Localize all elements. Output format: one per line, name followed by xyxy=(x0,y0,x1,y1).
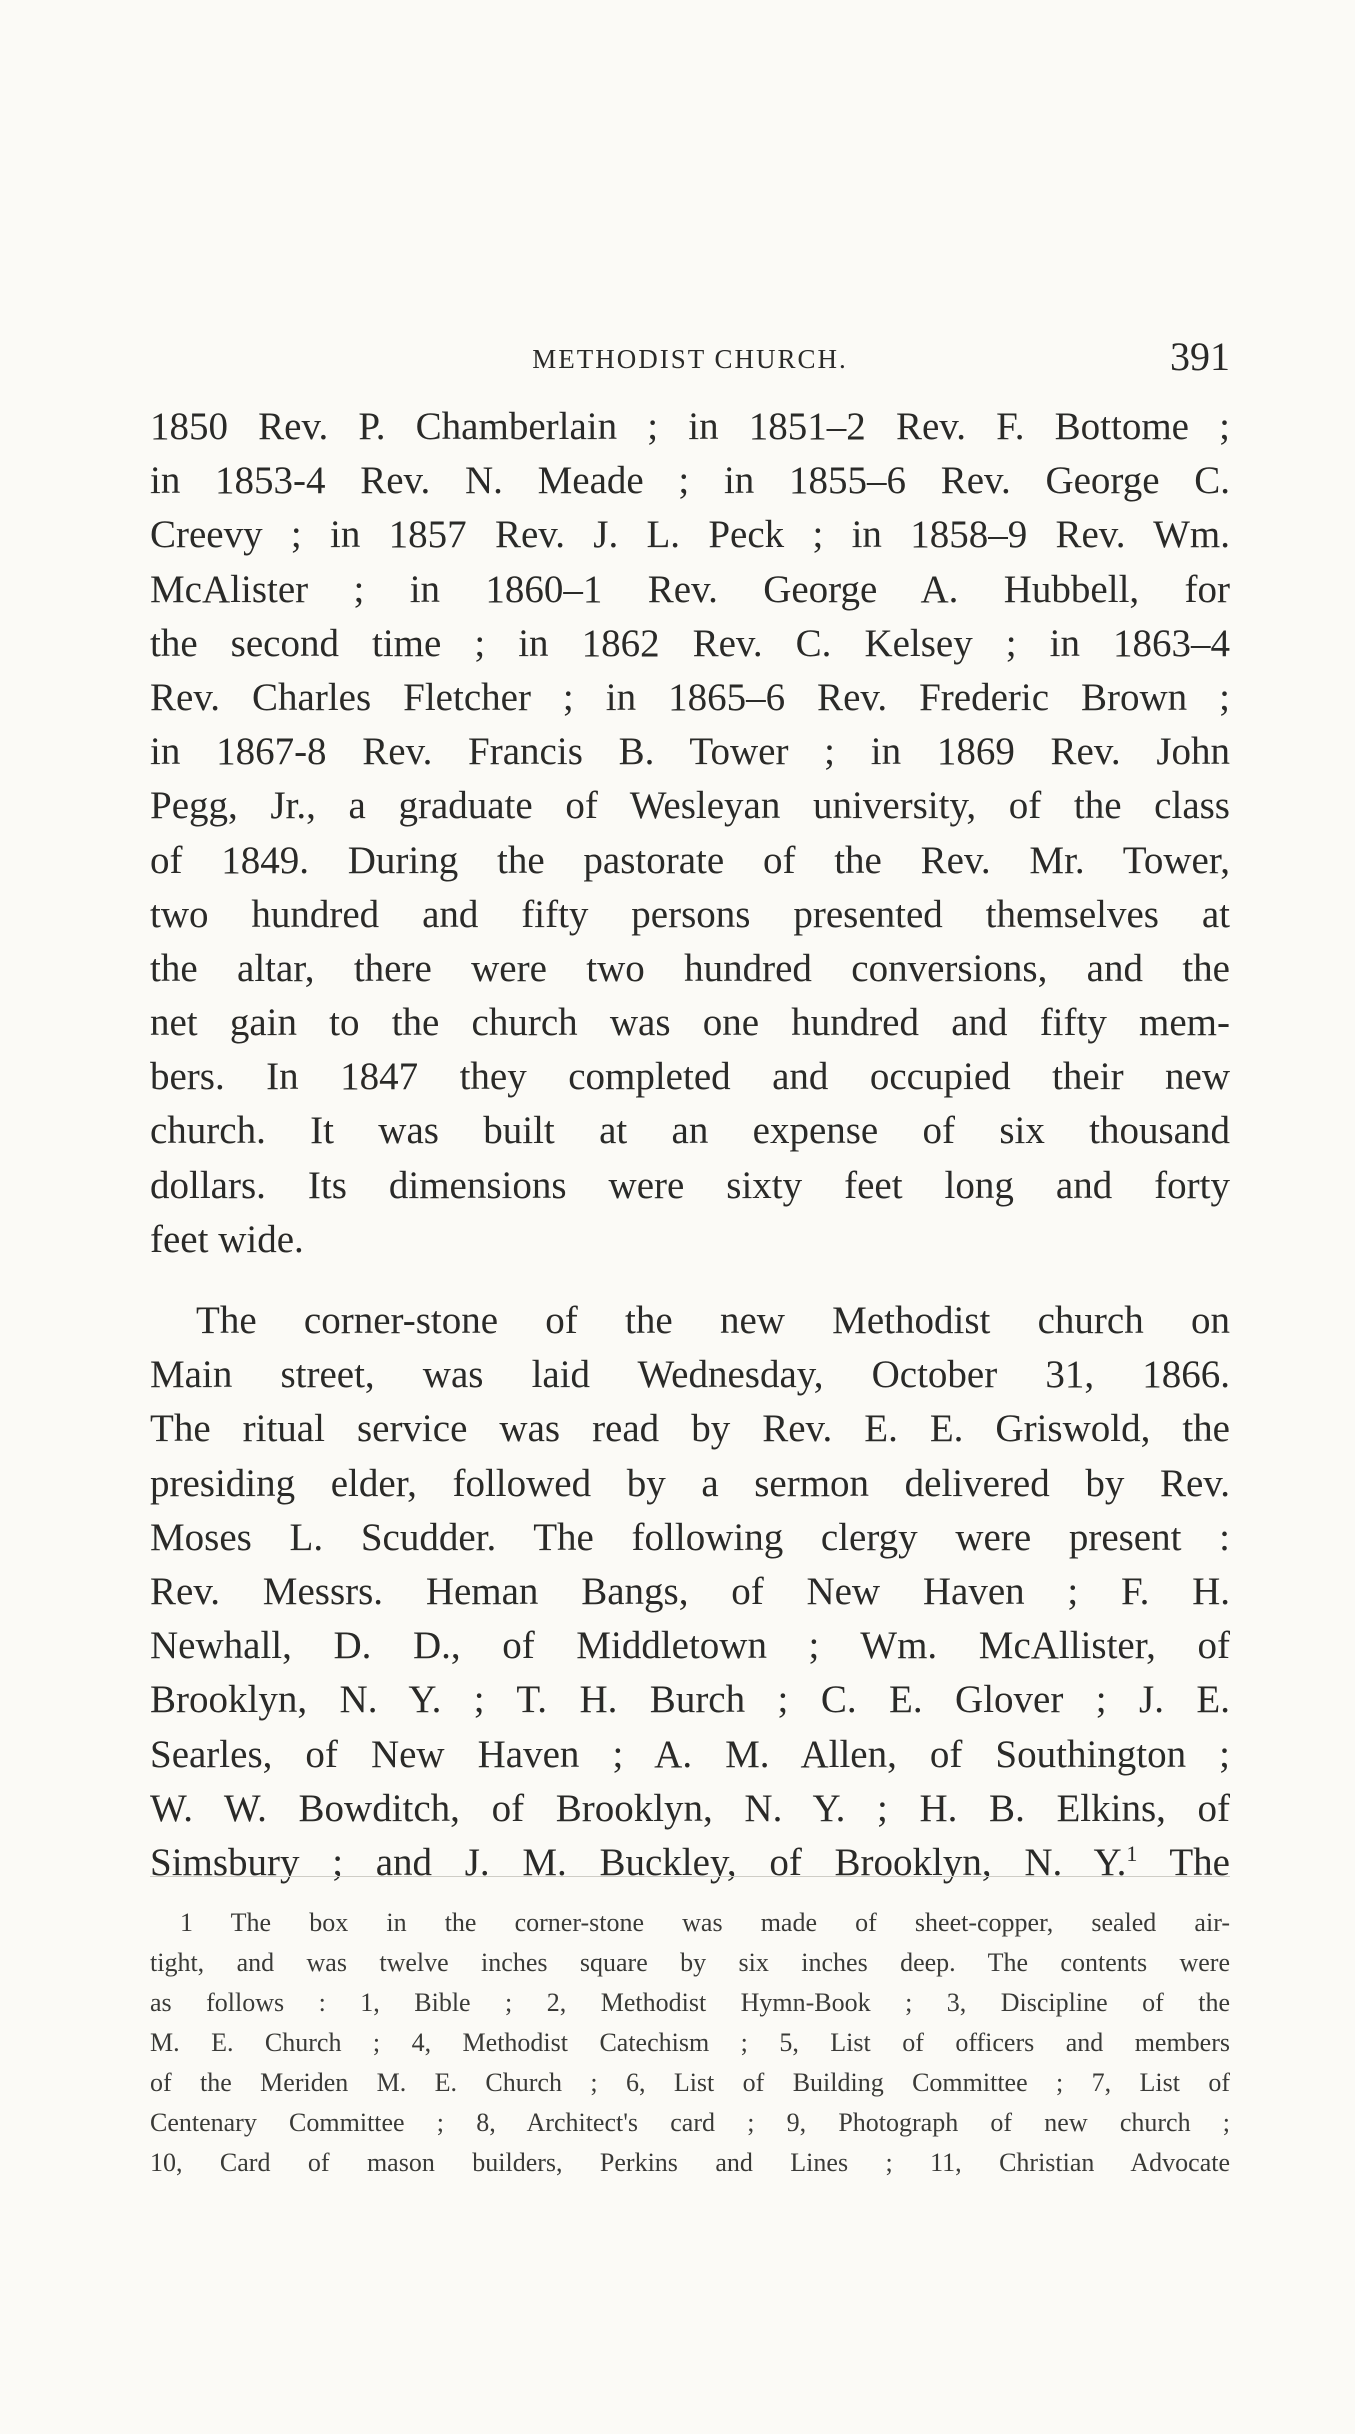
text-line: 1850 Rev. P. Chamberlain ; in 1851–2 Rev. F. Bottome ; xyxy=(150,405,1230,448)
text-line: church. It was built at an expense of six thousand xyxy=(150,1109,1230,1153)
footnote-line: tight, and was twelve inches square by six inches deep. The contents were xyxy=(150,1948,1230,1977)
text-line-continuation: The xyxy=(1137,1840,1230,1884)
footnote xyxy=(150,1903,1230,2183)
text-line: the second time ; in 1862 Rev. C. Kelsey ; in 1863–4 xyxy=(150,621,1230,665)
text-line: dollars. Its dimensions were sixty feet long and forty xyxy=(150,1163,1230,1207)
footnote-line: 1 The box in the corner-stone was made of sheet-copper, sealed air- xyxy=(180,1908,1230,1937)
footnote-line: Centenary Committee ; 8, Architect's card ; 9, Photograph of new church ; xyxy=(150,2108,1230,2137)
text-line: two hundred and fifty persons presented themselves at xyxy=(150,892,1230,936)
text-line-content: Simsbury ; and J. M. Buckley, of Brooklyn, N. Y. xyxy=(150,1840,1127,1884)
text-line: Searles, of New Haven ; A. M. Allen, of Southington ; xyxy=(150,1732,1230,1776)
text-line: W. W. Bowditch, of Brooklyn, N. Y. ; H. B. Elkins, of xyxy=(150,1786,1230,1830)
text-line: McAlister ; in 1860–1 Rev. George A. Hubbell, for xyxy=(150,567,1230,611)
footnote-line: M. E. Church ; 4, Methodist Catechism ; 5, List of officers and members xyxy=(150,2028,1230,2057)
text-line: The ritual service was read by Rev. E. E. Griswold, the xyxy=(150,1407,1230,1451)
text-line: the altar, there were two hundred conversions, and the xyxy=(150,946,1230,990)
paragraph-1 xyxy=(150,400,1230,1267)
footnote-divider xyxy=(150,1876,1230,1877)
text-line: Rev. Messrs. Heman Bangs, of New Haven ; F. H. xyxy=(150,1569,1230,1613)
text-line: The corner-stone of the new Methodist church on xyxy=(196,1299,1230,1342)
text-line: Brooklyn, N. Y. ; T. H. Burch ; C. E. Glover ; J. E. xyxy=(150,1678,1230,1722)
text-line: presiding elder, followed by a sermon delivered by Rev. xyxy=(150,1461,1230,1505)
footnote-line: 10, Card of mason builders, Perkins and Lines ; 11, Christian Advocate xyxy=(150,2148,1230,2177)
footnote-line: of the Meriden M. E. Church ; 6, List of Building Committee ; 7, List of xyxy=(150,2068,1230,2097)
footnote-line: as follows : 1, Bible ; 2, Methodist Hymn-Book ; 3, Discipline of the xyxy=(150,1988,1230,2017)
running-head xyxy=(150,334,1230,384)
footnote-marker[interactable]: 1 xyxy=(1126,1840,1138,1866)
running-head-title: METHODIST CHURCH. xyxy=(532,344,848,374)
page-number: 391 xyxy=(1170,334,1230,379)
paragraph-2 xyxy=(150,1294,1230,1890)
text-line: Moses L. Scudder. The following clergy were present : xyxy=(150,1515,1230,1559)
text-line: in 1867-8 Rev. Francis B. Tower ; in 1869 Rev. John xyxy=(150,730,1230,774)
text-line: Pegg, Jr., a graduate of Wesleyan university, of the class xyxy=(150,784,1230,828)
text-line: net gain to the church was one hundred and fifty mem- xyxy=(150,1001,1230,1045)
text-line: Creevy ; in 1857 Rev. J. L. Peck ; in 1858–9 Rev. Wm. xyxy=(150,513,1230,557)
text-line: bers. In 1847 they completed and occupied their new xyxy=(150,1055,1230,1099)
text-line: Main street, was laid Wednesday, October 31, 1866. xyxy=(150,1353,1230,1397)
text-line: Newhall, D. D., of Middletown ; Wm. McAllister, of xyxy=(150,1624,1230,1668)
text-line: in 1853-4 Rev. N. Meade ; in 1855–6 Rev. George C. xyxy=(150,459,1230,503)
text-line: of 1849. During the pastorate of the Rev. Mr. Tower, xyxy=(150,838,1230,882)
text-line xyxy=(150,1836,1230,1890)
text-line: feet wide. xyxy=(150,1217,304,1261)
text-line: Rev. Charles Fletcher ; in 1865–6 Rev. Frederic Brown ; xyxy=(150,675,1230,719)
